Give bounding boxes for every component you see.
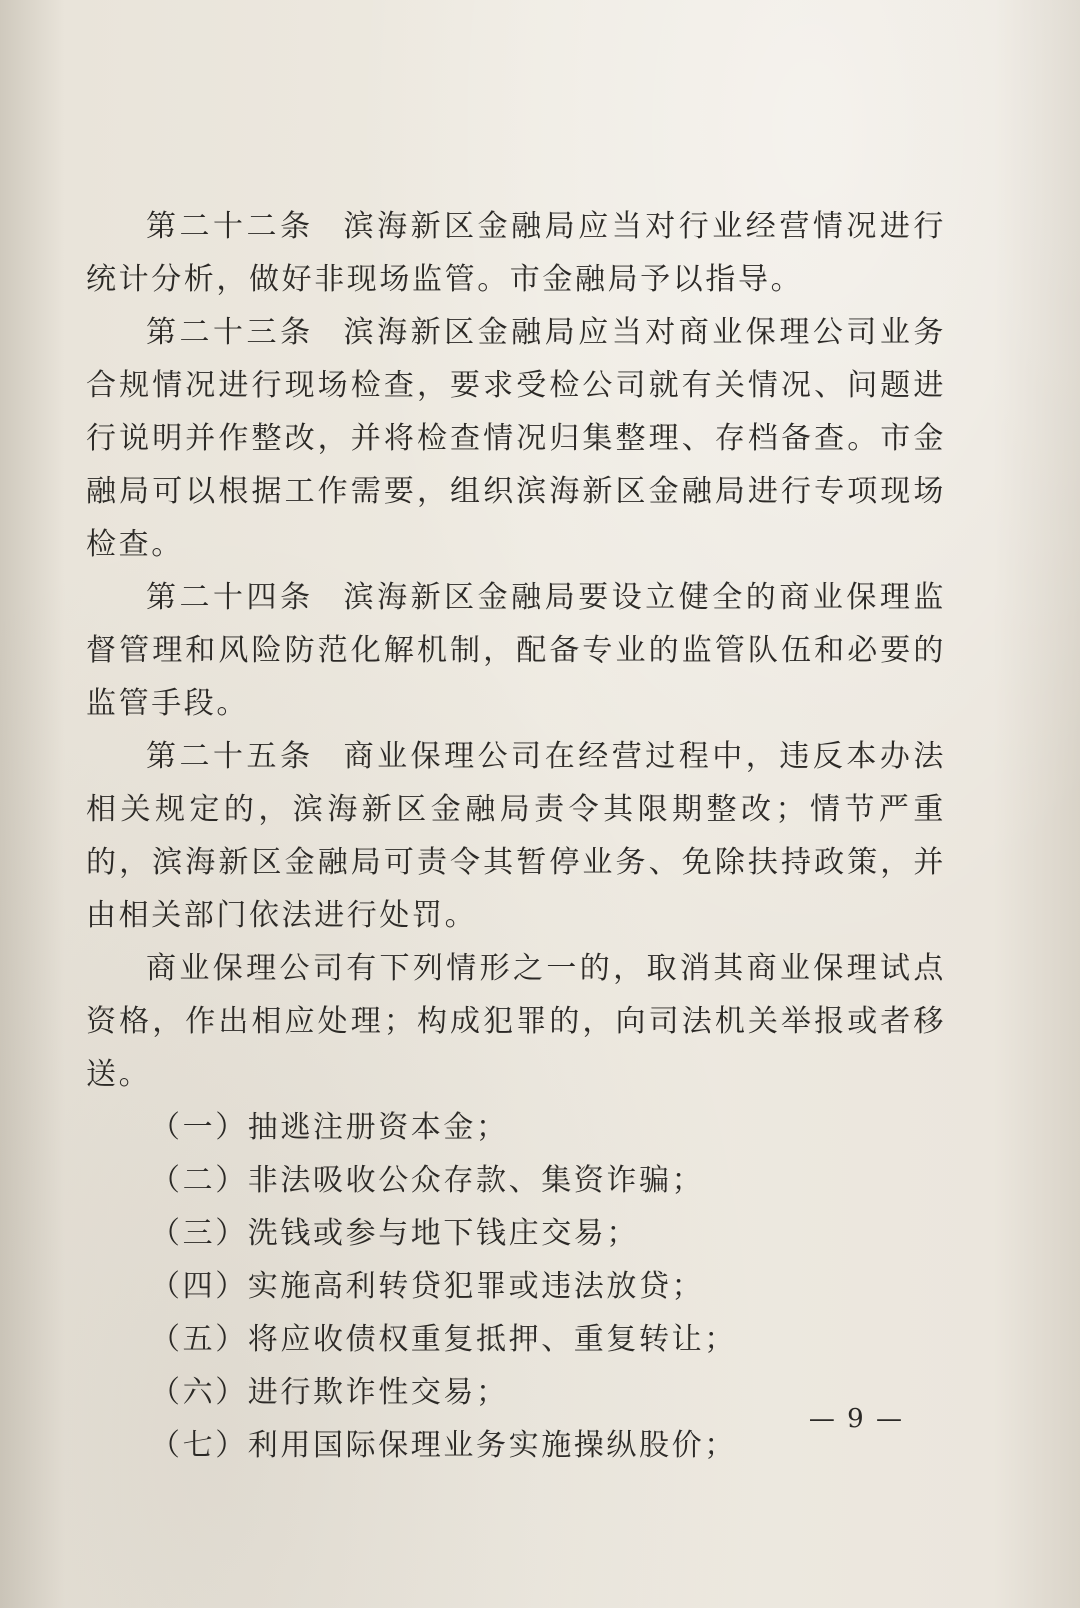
list-item: （六）进行欺诈性交易；: [150, 1375, 509, 1410]
article-24: [86, 571, 946, 730]
article-text: 滨海新区金融局应当对商业保理公司业务合规情况进行现场检查，要求受检公司就有关情况、问题进行说明并作整改，并将检查情况归集整理、存档备查。市金融局可以根据工作需要，组织滨海新区金融局进行专项现场检查。: [86, 315, 946, 562]
article-number: 第二十五条: [146, 739, 314, 774]
article-text: 商业保理公司在经营过程中，违反本办法相关规定的，滨海新区金融局责令其限期整改；情节严重的，滨海新区金融局可责令其暂停业务、免除扶持政策，并由相关部门依法进行处罚。: [86, 739, 946, 933]
article-text: 滨海新区金融局要设立健全的商业保理监督管理和风险防范化解机制，配备专业的监管队伍和必要的监管手段。: [86, 580, 946, 721]
article-23: [86, 306, 946, 571]
document-body: [86, 200, 946, 1472]
list-item: （二）非法吸收公众存款、集资诈骗；: [150, 1163, 705, 1198]
list-item: （一）抽逃注册资本金；: [150, 1110, 509, 1145]
page-number: — 9 —: [808, 1404, 904, 1434]
article-number: 第二十四条: [146, 580, 314, 615]
disqualification-paragraph: 商业保理公司有下列情形之一的，取消其商业保理试点资格，作出相应处理；构成犯罪的，向司法机关举报或者移送。: [86, 951, 946, 1092]
article-number: 第二十二条: [146, 209, 314, 244]
article-22: [86, 200, 946, 306]
list-item: （七）利用国际保理业务实施操纵股价；: [150, 1428, 737, 1463]
article-number: 第二十三条: [146, 315, 314, 350]
article-text: 滨海新区金融局应当对行业经营情况进行统计分析，做好非现场监管。市金融局予以指导。: [86, 209, 946, 297]
list-item: （四）实施高利转贷犯罪或违法放贷；: [150, 1269, 705, 1304]
article-25: [86, 730, 946, 942]
list-item: （五）将应收债权重复抵押、重复转让；: [150, 1322, 737, 1357]
list-item: （三）洗钱或参与地下钱庄交易；: [150, 1216, 639, 1251]
